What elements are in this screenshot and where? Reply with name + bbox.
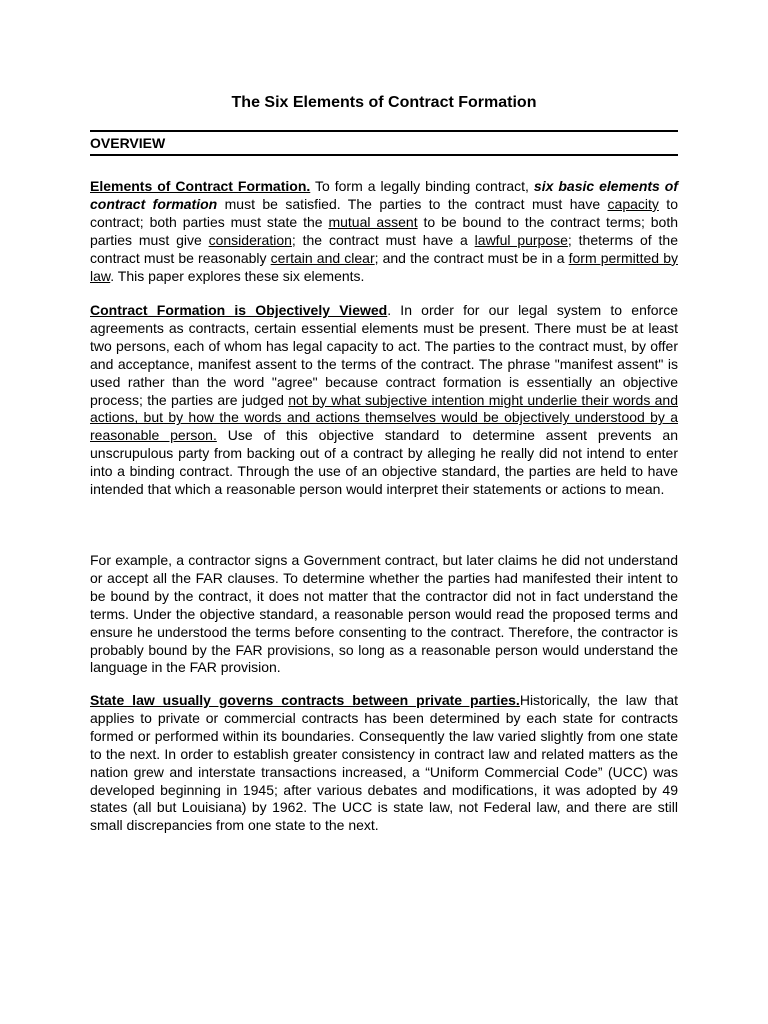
paragraph-text: To form a legally binding contract, bbox=[310, 178, 534, 194]
underlined-term-consideration: consideration bbox=[208, 231, 292, 248]
paragraph-state-law bbox=[90, 692, 678, 835]
underlined-term-form-permitted-by-law: form permitted by law bbox=[90, 249, 678, 284]
paragraph-text: to be bound to the contract terms; both parties must give bbox=[90, 213, 678, 248]
paragraph-lead: Elements of Contract Formation. bbox=[90, 178, 311, 194]
document-title: The Six Elements of Contract Formation bbox=[231, 94, 537, 111]
paragraph-text: ; theterms of the contract must be reasonably bbox=[90, 231, 678, 266]
section-heading: OVERVIEW bbox=[90, 135, 166, 151]
paragraph-lead: Contract Formation is Objectively Viewed bbox=[90, 302, 388, 318]
underlined-passage: not by what subjective intention might underlie their words and actions, but by how the words and actions themselves would be objectively understood by a reasonable person. bbox=[90, 391, 678, 444]
paragraph-objectively-viewed bbox=[90, 302, 678, 499]
paragraph-text: . This paper explores these six elements. bbox=[110, 267, 365, 284]
emphasis-text: six basic elements of contract formation bbox=[90, 178, 679, 212]
underlined-term-capacity: capacity bbox=[607, 195, 659, 212]
underlined-term-mutual-assent: mutual assent bbox=[328, 213, 418, 230]
paragraph-text: ; and the contract must be in a bbox=[374, 249, 569, 266]
paragraph-elements-of-contract-formation bbox=[90, 178, 678, 285]
paragraph-text: Historically, the law that applies to private or commercial contracts has been determined by each state for contracts formed or performed within its boundaries. Consequently the law varied slightly from one state to the next. In order to establish greater consistency in contract law and related matters as the nation grew and interstate transactions increased, a “Uniform Commercial Code” (UCC) was developed beginning in 1945; after various debates and modifications, it was adopted by 49 states (all but Louisiana) by 1962. The UCC is state law, not Federal law, and there are still small discrepancies from one state to the next. bbox=[90, 692, 678, 834]
paragraph-lead: State law usually governs contracts between private parties. bbox=[90, 692, 520, 708]
paragraph-example: For example, a contractor signs a Government contract, but later claims he did not understand or accept all the FAR clauses. To determine whether the parties had manifested their intent to be bound by the contract, it does not matter that the contractor did not in fact understand the terms. Under the objective standard, a reasonable person would read the proposed terms and ensure he understood the terms before consenting to the contract. Therefore, the contractor is probably bound by the FAR provisions, so long as a reasonable person would understand the language in the FAR provision. bbox=[90, 552, 678, 676]
underlined-term-certain-and-clear: certain and clear bbox=[270, 249, 375, 266]
paragraph-text: Use of this objective standard to determine assent prevents an unscrupulous party from backing out of a contract by alleging he really did not intend to enter into a binding contract. Through the use of an objective standard, the parties are held to have intended that which a reasonable person would interpret their statements or actions to mean. bbox=[90, 427, 678, 498]
underlined-term-lawful-purpose: lawful purpose bbox=[474, 231, 568, 248]
paragraph-text: . In order for our legal system to enforce agreements as contracts, certain essential elements must be present. There must be at least two persons, each of whom has legal capacity to act. The parties to the contract must, by offer and acceptance, manifest assent to the terms of the contract. The phrase "manifest assent" is used rather than the word "agree" because contract formation is essentially an objective process; the parties are judged bbox=[90, 302, 678, 408]
paragraph-text: must be satisfied. The parties to the contract must have bbox=[217, 195, 608, 212]
paragraph-text: ; the contract must have a bbox=[291, 231, 475, 248]
paragraph-text: to contract; both parties must state the bbox=[90, 195, 678, 230]
overview-section-band bbox=[90, 130, 678, 156]
